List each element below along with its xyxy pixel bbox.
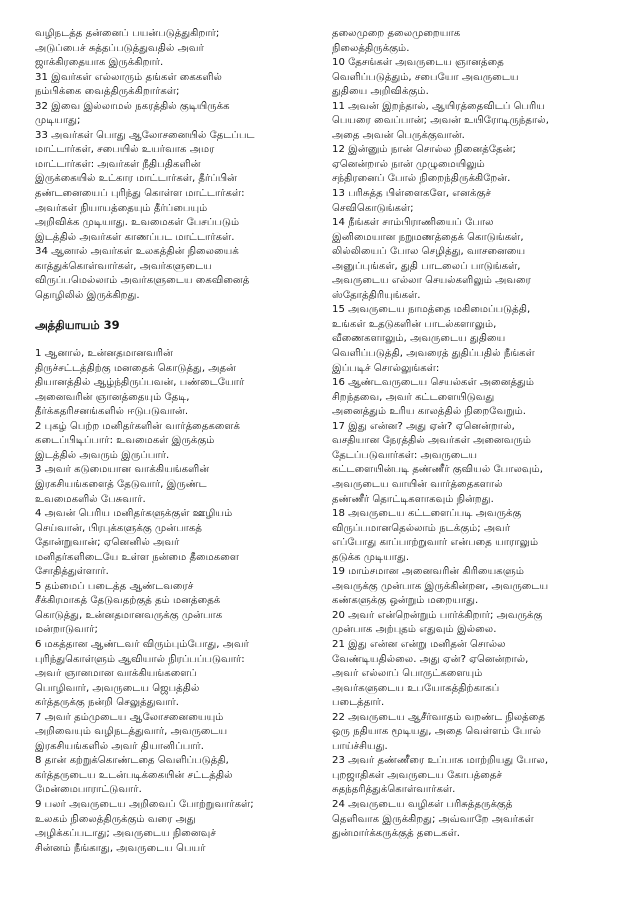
text-line: படைத்தார். (332, 697, 385, 709)
text-line: 8 தான் கற்றுக்கொண்டதை வெளிப்படுத்தி, (35, 755, 229, 767)
text-line: அறிவையும் வழிநடத்துவார், அவருடைய (35, 726, 228, 738)
text-line: இடத்தில் அவரும் இருப்பார். (35, 449, 170, 461)
text-line: புரிந்துகொள்ளும் ஆவியால் நிரப்பப்படுவார்: (35, 653, 245, 665)
text-line: தோன்றுவான்; ஏனெனில் அவர் (35, 537, 180, 549)
text-line: அறிவிக்க முடியாது. உவமைகள் பேசப்படும் (35, 217, 240, 229)
text-line: அவர்கள் நியாயத்தையும் தீர்ப்பையும் (35, 202, 208, 214)
text-line: 34 ஆனால் அவர்கள் உலகத்தின் நிலையைக் (35, 246, 239, 258)
text-line: சீக்கிரமாகத் தேடுவதற்குத் தம் மனத்தைக் (35, 595, 221, 607)
text-line: கண்களுக்கு ஒன்றும் மறையாது. (332, 595, 479, 607)
text-line: காத்துக்கொள்வார்கள், அவர்களுடைய (35, 260, 212, 272)
text-line: உலகம் நிலைத்திருக்கும் வரை அது (35, 813, 196, 825)
text-line: அடுப்பைச் சுத்தப்படுத்துவதில் அவர் (35, 42, 204, 54)
text-line: 33 அவர்கள் பொது ஆலோசனையில் தேடப்பட (35, 129, 255, 141)
text-line: ஏனென்றால் நான் முழுமையிலும் (332, 158, 485, 170)
text-line: லில்லியைப் போல செழித்து, வாசனையை (332, 246, 526, 258)
text-line: வேண்டியதில்லை. அது ஏன்? ஏனென்றால், (332, 653, 529, 665)
text-line: தடுக்க முடியாது. (332, 551, 410, 563)
text-line: துன்மார்க்கருக்குத் தடைகள். (332, 828, 460, 840)
text-line: அவர்களுடைய உபயோகத்திற்காகப் (332, 682, 500, 694)
text-line: இனிமையான நறுமணத்தைக் கொடுங்கள், (332, 231, 524, 243)
text-line: சிறந்தவை, அவர் கட்டளையிடுவது (332, 391, 495, 403)
text-line: பொழிவார், அவருடைய ஜெபத்தில் (35, 682, 200, 694)
text-line: 2 புகழ் பெற்ற மனிதர்களின் வார்த்தைகளைக் (35, 420, 241, 432)
text-line: பாய்ச்சியது. (332, 740, 388, 752)
text-line: செய்வான், பிரபுக்களுக்கு முன்பாகத் (35, 522, 203, 534)
chapter-heading: அத்தியாயம் 39 (35, 317, 120, 332)
text-line: நிலைத்திருக்கும். (332, 42, 410, 54)
text-line: உங்கள் உதடுகளின் பாடல்களாலும், (332, 318, 497, 330)
left-column (35, 27, 331, 856)
text-line: 14 நீங்கள் சாம்பிராணியைப் போல (332, 217, 494, 229)
text-line: 12 இன்னும் நான் சொல்ல நினைத்தேன்; (332, 144, 516, 156)
text-line: ஒரு நதியாக மூடியது, அதை வெள்ளம் போல் (332, 726, 541, 738)
text-line: கொடுத்து, உன்னதமானவருக்கு முன்பாக (35, 609, 223, 621)
text-line: 16 ஆண்டவருடைய செயல்கள் அனைத்தும் (332, 377, 535, 389)
text-line: 20 அவர் என்றென்றும் பார்க்கிறார்; அவருக்கு (332, 609, 543, 621)
text-line: 3 அவர் கடுமையான வாக்கியங்களின் (35, 464, 210, 476)
text-line: 23 அவர் தண்ணீரை உப்பாக மாற்றியது போல, (332, 755, 549, 767)
text-line: 24 அவருடைய வழிகள் பரிசுத்தருக்குத் (332, 798, 513, 810)
text-line: அவருடைய வாயின் வார்த்தைகளால் (332, 478, 503, 490)
text-line: 11 அவன் இறந்தால், ஆயிரத்தைவிடப் பெரிய (332, 100, 545, 112)
text-line: 4 அவன் பெரிய மனிதர்களுக்குள் ஊழியம் (35, 508, 233, 520)
text-line: 13 பரிசுத்த பிள்ளைகளே, எனக்குச் (332, 188, 492, 200)
text-line: 5 தம்மைப் படைத்த ஆண்டவரைச் (35, 580, 194, 592)
text-line: 15 அவருடைய நாமத்தை மகிமைப்படுத்தி, (332, 304, 531, 316)
text-line: தண்ணீர் தொட்டிகளாகவும் நின்றது. (332, 493, 494, 505)
text-line: 7 அவர் தம்முடைய ஆலோசனையையும் (35, 711, 224, 723)
text-line: தலைமுறை தலைமுறையாக (332, 28, 461, 39)
text-line: மனிதர்களிடையே உள்ள நன்மை தீமைகளை (35, 551, 239, 563)
text-line: வெளிப்படுத்தும், சபையோ அவருடைய (332, 71, 519, 83)
text-line: தொழிலில் இருக்கிறது. (35, 289, 140, 301)
text-line: 17 இது என்ன? அது ஏன்? ஏனென்றால், (332, 420, 515, 432)
text-line: இருக்கையில் உட்கார மாட்டார்கள், தீர்ப்பின் (35, 173, 237, 185)
text-line: அனுப்புங்கள், துதி பாடலைப் பாடுங்கள், (332, 260, 521, 272)
text-line: செவிகொடுங்கள்; (332, 202, 414, 214)
text-line: தேடப்படுவார்கள்: அவருடைய (332, 449, 478, 461)
text-line: மேன்மைபாராட்டுவார். (35, 784, 142, 796)
text-line: 31 இவர்கள் எல்லாரும் தங்கள் கைகளில் (35, 71, 222, 83)
text-line: 6 மகத்தான ஆண்டவர் விரும்பும்போது, அவர் (35, 638, 249, 650)
text-line: தெளிவாக இருக்கிறது; அவ்வாறே அவர்கள் (332, 813, 534, 825)
text-line: மன்றாடுவார்; (35, 624, 98, 636)
text-line: சோதித்துள்ளார். (35, 566, 109, 578)
text-line: மாட்டார்கள், சபையில் உயர்வாக அமர (35, 144, 215, 156)
text-line: துதியை அறிவிக்கும். (332, 86, 429, 98)
text-line: கட்டளையின்படி தண்ணீர் குவியல் போலவும், (332, 464, 543, 476)
right-column-verses (332, 27, 622, 842)
text-line: அனைத்தும் உரிய காலத்தில் நிறைவேறும். (332, 406, 527, 418)
text-line: தியானத்தில் ஆழ்ந்திருப்பவன், பண்டையோர் (35, 377, 245, 389)
left-column-verses-before-heading (35, 27, 331, 303)
text-line: அழிக்கப்படாது; அவருடைய நினைவுச் (35, 828, 216, 840)
text-line: உவமைகளில் பேசுவார். (35, 493, 146, 505)
text-line: தண்டனையைப் புரிந்து கொள்ள மாட்டார்கள்: (35, 188, 245, 200)
text-line: முடியாது; (35, 115, 81, 127)
text-line: 1 ஆனால், உன்னதமானவரின் (35, 348, 173, 360)
text-line: முன்பாக அற்புதம் எதுவும் இல்லை. (332, 624, 497, 636)
text-line: சின்னம் நீங்காது, அவருடைய பெயர் (35, 842, 206, 854)
text-line: 10 தேசங்கள் அவருடைய ஞானத்தை (332, 57, 504, 69)
text-line: கர்த்தருடைய உடன்படிக்கையின் சட்டத்தில் (35, 769, 233, 781)
text-line: அனைவரின் ஞானத்தையும் தேடி, (35, 391, 190, 403)
text-line: இரகசியங்களில் அவர் தியானிப்பார். (35, 740, 205, 752)
text-line: இடத்தில் அவர்கள் காணப்பட மாட்டார்கள். (35, 231, 235, 243)
spacer (35, 303, 331, 318)
text-line: பெயரை வைப்பான்; அவன் உயிரோடிருந்தால், (332, 115, 549, 127)
text-line: 21 இது என்ன என்று மனிதன் சொல்ல (332, 638, 506, 650)
text-line: மாட்டார்கள்: அவர்கள் நீதிபதிகளின் (35, 158, 201, 170)
text-line: 19 மாம்சமான அனைவரின் கிரியைகளும் (332, 566, 524, 578)
text-line: இப்படிச் சொல்லுங்கள்: (332, 362, 440, 374)
right-column (332, 27, 622, 842)
text-line: அவருடைய எல்லா செயல்களிலும் அவரை (332, 275, 531, 287)
text-line: கர்த்தருக்கு நன்றி செலுத்துவார். (35, 697, 179, 709)
text-line: அவருக்கு முன்பாக இருக்கின்றன, அவருடைய (332, 580, 549, 592)
text-line: தீர்க்கதரிசனங்களில் ஈடுபடுவான். (35, 406, 189, 418)
text-line: நம்பிக்கை வைத்திருக்கிறார்கள்; (35, 86, 180, 98)
text-line: 18 அவருடைய கட்டளைப்படி அவருக்கு (332, 508, 522, 520)
text-line: எப்போது காப்பாற்றுவார் என்பதை யாராலும் (332, 537, 539, 549)
text-line: வீணைகளாலும், அவருடைய துதியை (332, 333, 506, 345)
text-line: வசதியான நேரத்தில் அவர்கள் அனைவரும் (332, 435, 531, 447)
text-line: 22 அவருடைய ஆசீர்வாதம் வறண்ட நிலத்தை (332, 711, 545, 723)
text-line: புறஜாதிகள் அவருடைய கோபத்தைச் (332, 769, 503, 781)
text-line: ஜாக்கிரதையாக இருக்கிறார். (35, 57, 164, 69)
text-line: திருச்சட்டத்திற்கு மனதைக் கொடுத்து, அதன் (35, 362, 236, 374)
text-line: சுதந்தரித்துக்கொள்வார்கள். (332, 784, 456, 796)
text-line: சந்திரனைப் போல் நிறைந்திருக்கிறேன். (332, 173, 511, 185)
left-column-verses-after-heading (35, 347, 331, 856)
text-line: அதை அவன் பெருக்குவான். (332, 129, 465, 141)
text-line: இரகசியங்களைத் தேடுவார், இருண்ட (35, 478, 207, 490)
text-line: 32 இவை இல்லாமல் நகரத்தில் குடியிருக்க (35, 100, 230, 112)
text-line: ஸ்தோத்திரியுங்கள். (332, 289, 421, 301)
text-line: கடைப்பிடிப்பார்: உவமைகள் இருக்கும் (35, 435, 215, 447)
text-line: வெளிப்படுத்தி, அவரைத் துதிப்பதில் நீங்கள் (332, 348, 535, 360)
text-line: விருப்பமெல்லாம் அவர்களுடைய கைவினைத் (35, 275, 250, 287)
text-line: அவர் ஞானமான வாக்கியங்களைப் (35, 668, 197, 680)
text-line: 9 பலர் அவருடைய அறிவைப் போற்றுவார்கள்; (35, 798, 254, 810)
text-line: அவர் எல்லாப் பொருட்களையும் (332, 668, 483, 680)
text-line: விருப்பமானதெல்லாம் நடக்கும்; அவர் (332, 522, 511, 534)
text-line: வழிநடத்த தன்னைப் பயன்படுத்துகிறார்; (35, 28, 220, 39)
spacer (35, 332, 331, 347)
